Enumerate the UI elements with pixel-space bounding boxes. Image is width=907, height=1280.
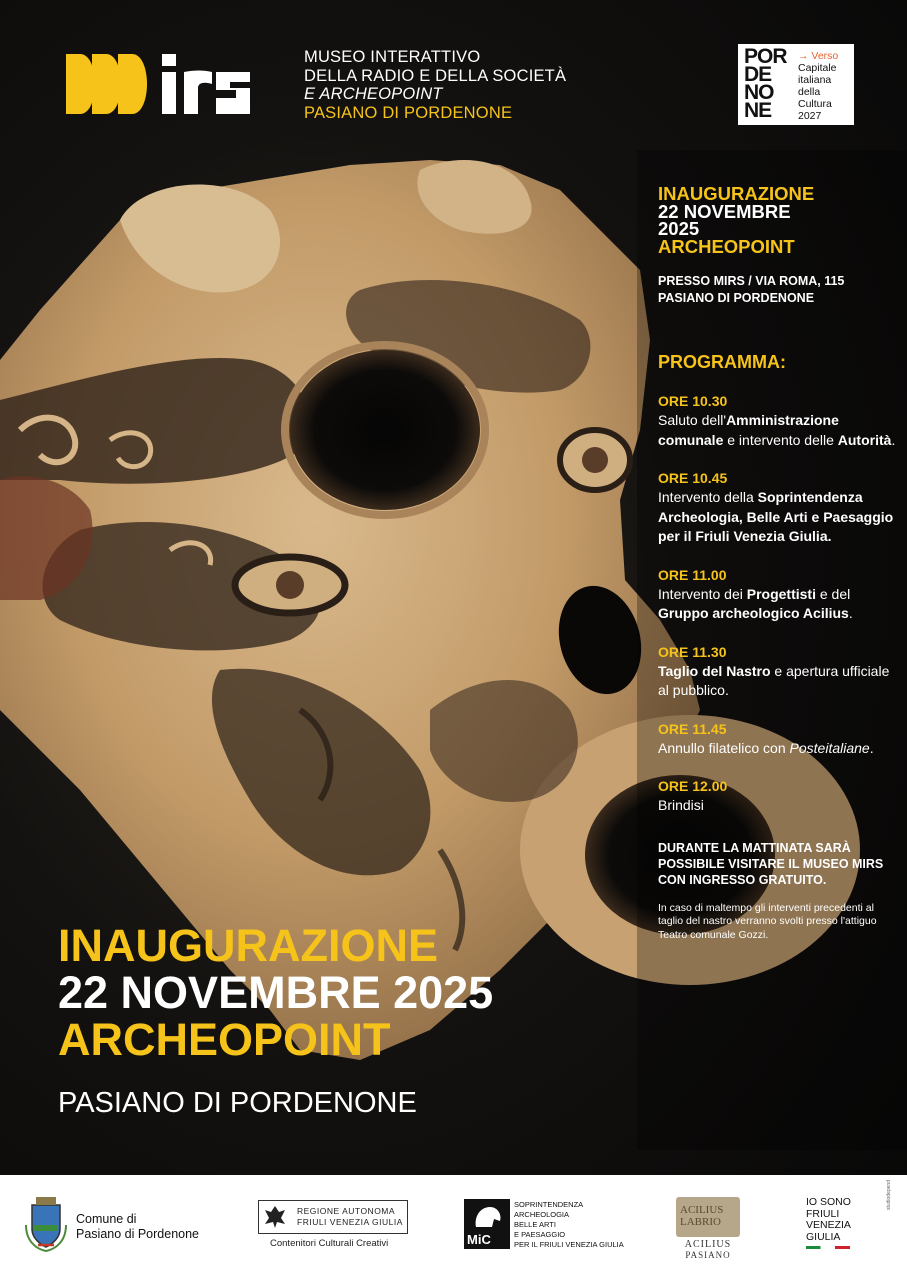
capitale-text xyxy=(798,50,838,122)
headline-line-2: 22 NOVEMBRE 2025 xyxy=(58,967,494,1018)
bad-weather-note: In caso di maltempo gli interventi precedenti al taglio del nastro verranno svolti presso l'attiguo Teatro comunale Gozzi. xyxy=(658,901,877,941)
event-time: ORE 10.30 xyxy=(658,393,728,409)
headline-line-1: INAUGURAZIONE xyxy=(58,920,438,971)
regione-logo xyxy=(258,1200,408,1234)
pordenone-word xyxy=(744,45,787,122)
acilius-line: ACILIUS xyxy=(684,1239,732,1250)
badge-arrow-text: → Verso xyxy=(798,50,839,62)
badge-word-line: DE xyxy=(744,63,772,86)
address-line-1: PRESSO MIRS / VIA ROMA, 115 xyxy=(658,274,845,288)
event-text: Brindisi xyxy=(658,797,704,813)
event-time: ORE 11.30 xyxy=(658,643,727,660)
italian-flag-icon xyxy=(806,1246,850,1249)
sopr-line: BELLE ARTI xyxy=(514,1220,556,1229)
contenitori-label: Contenitori Culturali Creativi xyxy=(270,1238,389,1249)
badge-word-line: POR xyxy=(744,45,787,68)
acilius-stone-text: ACILIUS LABRIO xyxy=(680,1204,724,1228)
pordenone-capitale-badge xyxy=(738,44,854,125)
acilius-line: PASIANO xyxy=(685,1250,731,1260)
programma-heading: PROGRAMMA: xyxy=(658,352,786,372)
event-item xyxy=(658,566,898,624)
badge-line: della xyxy=(798,86,821,98)
sponsor-footer xyxy=(0,1175,907,1280)
event-item xyxy=(658,643,898,701)
address-line-2: PASIANO DI PORDENONE xyxy=(658,291,815,305)
event-text: Intervento della Soprintendenza Archeologia, Belle Arti e Paesaggio per il Friuli Venezia Giulia. xyxy=(658,489,894,544)
badge-line: Cultura xyxy=(798,98,832,110)
comune-line: Comune di xyxy=(76,1212,137,1226)
main-headline xyxy=(58,922,493,1120)
eagle-icon xyxy=(263,1204,287,1230)
museum-line-4: PASIANO DI PORDENONE xyxy=(304,103,513,122)
badge-word-line: NE xyxy=(744,99,772,122)
sopr-line: ARCHEOLOGIA xyxy=(514,1210,570,1219)
side-title-2: 22 NOVEMBRE xyxy=(658,200,791,222)
museum-line-1: MUSEO INTERATTIVO xyxy=(304,48,481,66)
event-time: ORE 11.00 xyxy=(658,566,727,583)
event-time: ORE 10.45 xyxy=(658,470,728,486)
side-title-4: ARCHEOPOINT xyxy=(658,235,795,257)
event-text: Saluto dell'Amministrazione comunale e intervento delle Autorità. xyxy=(658,412,896,448)
mic-logo xyxy=(464,1199,510,1249)
sopr-line: E PAESAGGIO xyxy=(514,1230,566,1239)
sopr-line: SOPRINTENDENZA xyxy=(514,1200,584,1209)
museum-line-3: E ARCHEOPOINT xyxy=(304,85,443,103)
badge-word-line: NO xyxy=(744,81,774,104)
io-sono-fvg-logo xyxy=(806,1197,851,1249)
lion-icon xyxy=(464,1199,510,1233)
event-time: ORE 12.00 xyxy=(658,778,728,794)
event-time: ORE 11.45 xyxy=(658,720,727,737)
event-item xyxy=(658,392,898,450)
event-text: Taglio del Nastro e apertura ufficiale al pubblico. xyxy=(658,662,890,698)
badge-line: 2027 xyxy=(798,110,822,122)
iosono-line: GIULIA xyxy=(806,1230,841,1243)
badge-line: Capitale xyxy=(798,62,837,74)
iosono-line: IO SONO xyxy=(806,1196,851,1208)
mirs-logo xyxy=(66,50,276,118)
iosono-line: FRIULI xyxy=(806,1207,840,1220)
side-title-3: 2025 xyxy=(658,218,700,239)
regione-line: FRIULI VENEZIA GIULIA xyxy=(297,1217,403,1227)
museum-line-2: DELLA RADIO E DELLA SOCIETÀ xyxy=(304,66,567,85)
sopr-line: PER IL FRIULI VENEZIA GIULIA xyxy=(514,1240,624,1249)
event-item xyxy=(658,469,898,547)
acilius-stone xyxy=(676,1197,740,1237)
comune-line: Pasiano di Pordenone xyxy=(76,1227,200,1241)
acilius-label xyxy=(676,1239,740,1260)
iosono-line: VENEZIA xyxy=(806,1219,851,1231)
program-sidebar xyxy=(658,185,898,942)
soprintendenza-label xyxy=(514,1200,624,1250)
headline-line-3: ARCHEOPOINT xyxy=(58,1014,391,1065)
mic-text: MiC xyxy=(467,1232,491,1247)
side-title-1: INAUGURAZIONE xyxy=(658,183,815,204)
free-entry-note: DURANTE LA MATTINATA SARÀ POSSIBILE VISITARE IL MUSEO MIRS CON INGRESSO GRATUITO. xyxy=(658,840,884,887)
comune-crest-icon xyxy=(24,1195,68,1253)
regione-line: REGIONE AUTONOMA xyxy=(297,1206,396,1216)
museum-name xyxy=(304,48,566,122)
address xyxy=(658,273,898,307)
event-text: Annullo filatelico con Posteitaliane. xyxy=(658,739,874,756)
event-item xyxy=(658,720,898,759)
headline-place: PASIANO DI PORDENONE xyxy=(58,1087,417,1119)
event-list xyxy=(658,392,898,816)
comune-label xyxy=(76,1212,199,1242)
badge-line: italiana xyxy=(798,74,832,86)
event-item xyxy=(658,777,898,816)
event-text: Intervento dei Progettisti e del Gruppo archeologico Acilius. xyxy=(658,585,853,621)
credit-text: studiodepend xyxy=(886,1180,892,1211)
